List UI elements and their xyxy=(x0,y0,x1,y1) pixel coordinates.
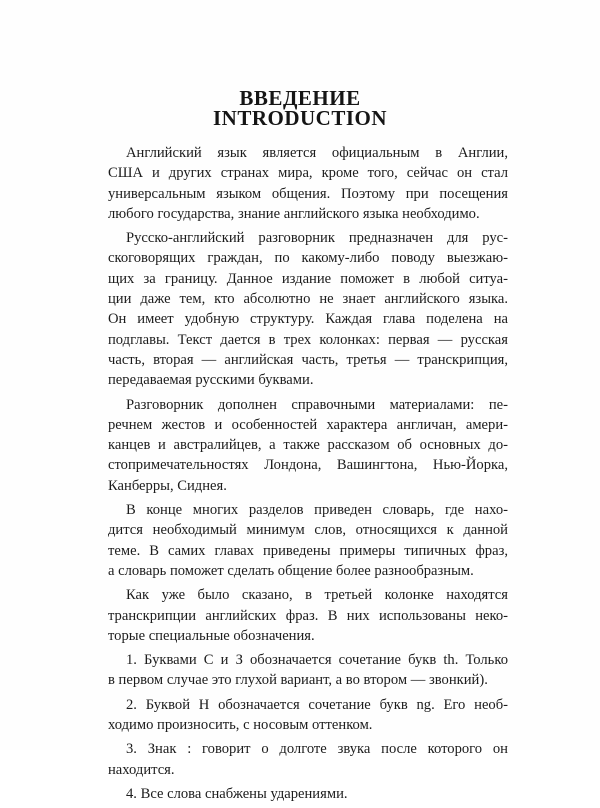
text-line: а словарь поможет сделать общение более разнообразным. xyxy=(108,562,474,579)
text-line: 4. Все слова снабжены ударениями. xyxy=(126,785,348,802)
text-line: В конце многих разделов приведен словарь, где нахо- xyxy=(126,502,508,519)
paragraph xyxy=(108,395,508,496)
text-line: дится необходимый минимум слов, относящихся к данной xyxy=(108,522,508,539)
text-line: в первом случае это глухой вариант, а во втором — звонкий). xyxy=(108,672,488,689)
text-line: щих за границу. Данное издание поможет в любой ситуа- xyxy=(108,270,508,287)
paragraph xyxy=(108,585,508,646)
text-line: подглавы. Текст дается в трех колонках: первая — русская xyxy=(108,331,508,348)
text-line: Он имеет удобную структуру. Каждая глава поделена на xyxy=(108,311,508,328)
paragraph xyxy=(108,500,508,581)
text-line: находится. xyxy=(108,761,175,778)
paragraph xyxy=(108,784,508,804)
text-line: передаваемая русскими буквами. xyxy=(108,372,314,389)
paragraph xyxy=(108,228,508,390)
text-line: 3. Знак : говорит о долготе звука после которого он xyxy=(126,741,508,758)
paragraph xyxy=(108,143,508,224)
text-line: теме. В самих главах приведены примеры типичных фраз, xyxy=(108,542,508,559)
text-line: 1. Буквами С и З обозначается сочетание букв th. Только xyxy=(126,652,508,669)
text-line: Как уже было сказано, в третьей колонке находятся xyxy=(126,587,508,604)
paragraph xyxy=(108,650,508,691)
text-line: США и других странах мира, кроме того, сейчас он стал xyxy=(108,165,508,182)
text-line: речнем жестов и особенностей характера англичан, амери- xyxy=(108,416,508,433)
paragraph xyxy=(108,695,508,736)
introduction-body xyxy=(108,143,508,808)
text-line: транскрипции английских фраз. В них использованы неко- xyxy=(108,607,508,624)
text-line: Канберры, Сиднея. xyxy=(108,477,227,494)
text-line: любого государства, знание английского языка необходимо. xyxy=(108,205,480,222)
text-line: ходимо произносить, с носовым оттенком. xyxy=(108,717,373,734)
text-line: часть, вторая — английская часть, третья — транскрипция, xyxy=(108,351,508,368)
text-line: ции даже тем, кто абсолютно не знает английского языка. xyxy=(108,291,508,308)
paragraph xyxy=(108,739,508,780)
text-line: Английский язык является официальным в Англии, xyxy=(126,145,508,161)
text-line: универсальным языком общения. Поэтому при посещения xyxy=(108,185,508,202)
text-line: Разговорник дополнен справочными материалами: пе- xyxy=(126,396,508,413)
page-title-english: INTRODUCTION xyxy=(212,106,388,130)
text-line: Русско-английский разговорник предназначен для рус- xyxy=(126,230,508,247)
text-line: 2. Буквой Н обозначается сочетание букв ng. Его необ- xyxy=(126,696,508,713)
text-line: торые специальные обозначения. xyxy=(108,627,315,644)
page-title-russian: ВВЕДЕНИЕ xyxy=(239,86,361,110)
text-line: скоговорящих граждан, по какому-либо поводу выезжаю- xyxy=(108,250,508,267)
text-line: канцев и австралийцев, а также рассказом об основных до- xyxy=(108,437,508,454)
text-line: стопримечательностях Лондона, Вашингтона, Нью-Йорка, xyxy=(108,457,508,474)
